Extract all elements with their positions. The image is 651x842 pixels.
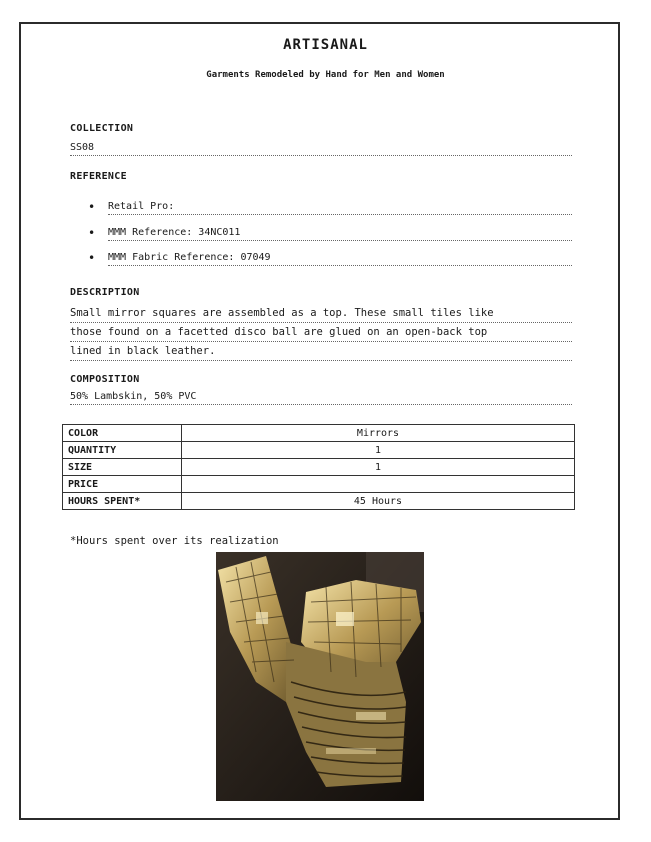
table-row [63, 459, 575, 476]
description-text [70, 304, 572, 361]
details-table [62, 424, 575, 510]
reference-fabric: MMM Fabric Reference: 07049 [108, 251, 572, 266]
reference-mmm: MMM Reference: 34NC011 [108, 226, 572, 241]
page-title: ARTISANAL [283, 37, 368, 53]
table-row [63, 442, 575, 459]
table-value: 1 [182, 442, 575, 459]
collection-value: SS08 [70, 141, 572, 156]
composition-value: 50% Lambskin, 50% PVC [70, 390, 572, 405]
table-row [63, 425, 575, 442]
description-line: those found on a facetted disco ball are glued on an open-back top [70, 323, 572, 342]
description-line: Small mirror squares are assembled as a top. These small tiles like [70, 304, 572, 323]
table-key: QUANTITY [63, 442, 182, 459]
table-key: SIZE [63, 459, 182, 476]
composition-label: COMPOSITION [70, 374, 140, 385]
reference-label: REFERENCE [70, 171, 127, 182]
reference-retail-pro: Retail Pro: [108, 200, 572, 215]
description-line: lined in black leather. [70, 342, 572, 361]
footnote: *Hours spent over its realization [70, 535, 279, 547]
table-key: HOURS SPENT* [63, 493, 182, 510]
garment-photo [216, 552, 424, 801]
collection-label: COLLECTION [70, 123, 134, 134]
table-row [63, 493, 575, 510]
bullet-icon: • [88, 251, 96, 265]
bullet-icon: • [88, 200, 96, 214]
table-value [182, 476, 575, 493]
page-subtitle: Garments Remodeled by Hand for Men and Women [206, 70, 445, 80]
table-value: 1 [182, 459, 575, 476]
table-value: 45 Hours [182, 493, 575, 510]
table-key: PRICE [63, 476, 182, 493]
bullet-icon: • [88, 226, 96, 240]
table-value: Mirrors [182, 425, 575, 442]
table-row [63, 476, 575, 493]
description-label: DESCRIPTION [70, 287, 140, 298]
table-key: COLOR [63, 425, 182, 442]
